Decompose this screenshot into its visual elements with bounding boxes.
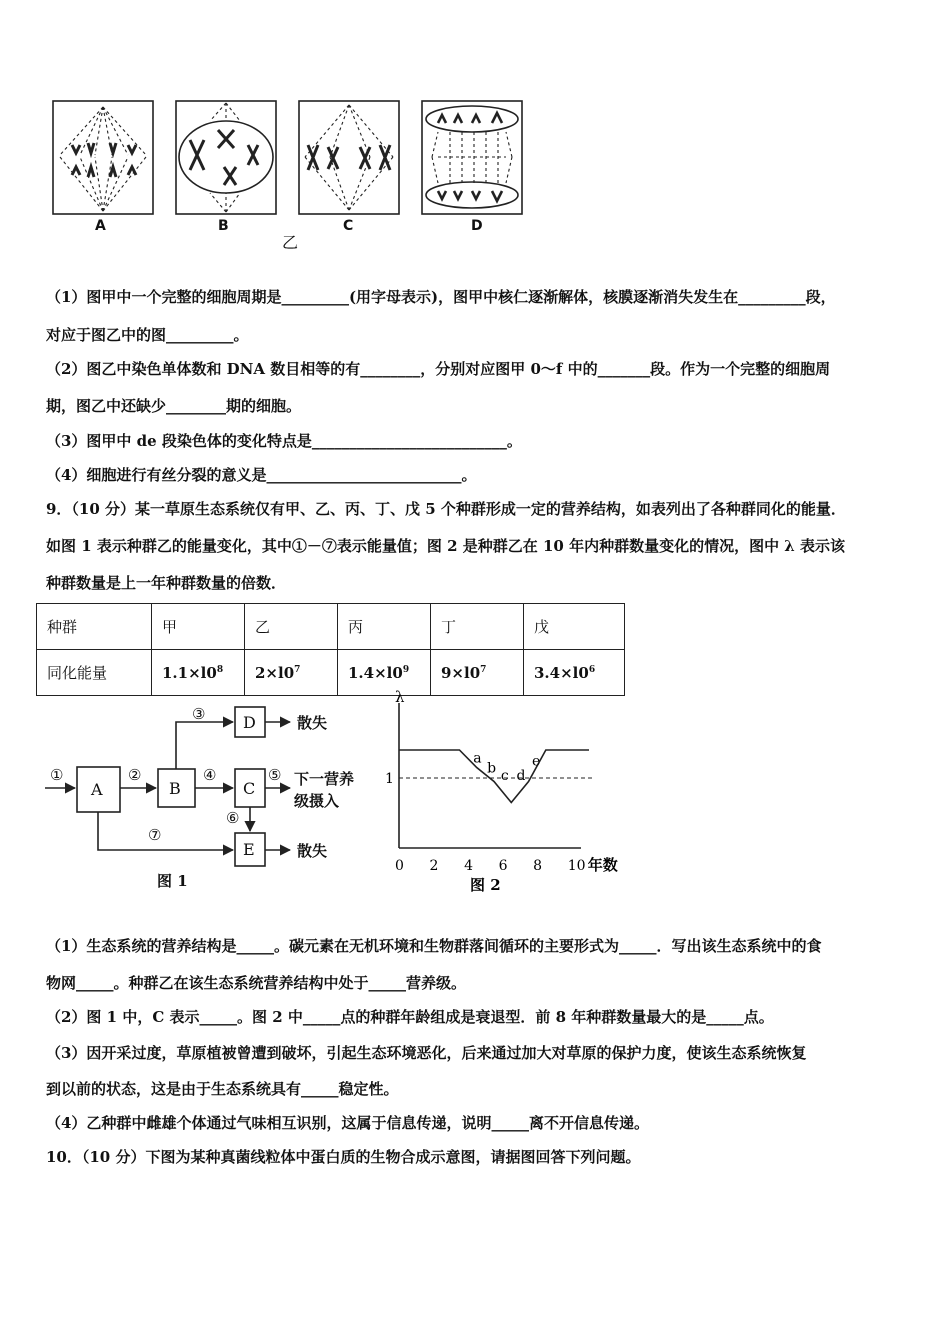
d-out-text: 散失 [297, 714, 328, 732]
table-cell: 丁 [431, 604, 524, 650]
node-e-label: E [243, 840, 255, 859]
table-cell: 戊 [524, 604, 625, 650]
x-tick-label: 8 [533, 858, 543, 874]
q8-line-5: （3）图甲中 de 段染色体的变化特点是__________________________。 [46, 432, 522, 450]
table-cell: $9\times l0^7$ [431, 650, 524, 696]
q8-line-6: （4）细胞进行有丝分裂的意义是__________________________。 [46, 466, 477, 484]
point-label-a: a [473, 750, 482, 767]
q9-sub-3b: 到以前的状态，这是由于生态系统具有_____稳定性。 [46, 1080, 399, 1098]
reference-line-label: 1 [385, 771, 394, 787]
panel-label-b: B [218, 218, 229, 234]
arrow-3 [176, 722, 233, 769]
q9-line-3: 种群数量是上一年种群数量的倍数． [46, 574, 287, 592]
y-axis-label: λ [395, 688, 405, 706]
q8-line-2: 对应于图乙中的图_________。 [46, 326, 249, 344]
table-cell: $2\times l0^7$ [245, 650, 338, 696]
e-out-text: 散失 [297, 842, 328, 860]
figure-1-energy-flow [40, 700, 380, 895]
q8-line-3: （2）图乙中染色单体数和 DNA 数目相等的有________，分别对应图甲 0～f 中的_______段。作为一个完整的细胞周 [46, 360, 831, 378]
cell-panel-b [176, 101, 276, 214]
q9-sub-1b: 物网_____。种群乙在该生态系统营养结构中处于_____营养级。 [46, 974, 467, 992]
node-b-label: B [169, 779, 181, 798]
node-c-label: C [243, 779, 256, 798]
q9-line-1: 9．（10 分）某一草原生态系统仅有甲、乙、丙、丁、戊 5 个种群形成一定的营养结构，如表列出了各种群同化的能量． [46, 500, 846, 518]
table-header-row [37, 604, 625, 650]
panel-label-d: D [471, 218, 483, 234]
x-tick-label: 6 [498, 858, 508, 874]
table-cell: 甲 [152, 604, 245, 650]
x-tick-label: 2 [429, 858, 439, 874]
q9-sub-2: （2）图 1 中，C 表示_____。图 2 中_____点的种群年龄组成是衰退型．前 8 年种群数量最大的是_____点。 [46, 1008, 774, 1026]
flow-number: ⑤ [268, 766, 282, 784]
x-axis-label: 年数 [587, 856, 618, 874]
point-label-e: e [532, 753, 541, 770]
table-cell: $3.4\times l0^6$ [524, 650, 625, 696]
panel-label-a: A [95, 218, 106, 234]
table-cell: 种群 [37, 604, 152, 650]
flow-number: ⑥ [226, 809, 240, 827]
cell-panel-d [422, 101, 522, 214]
q9-sub-4: （4）乙种群中雌雄个体通过气味相互识别，这属于信息传递，说明_____离不开信息传递。 [46, 1114, 649, 1132]
c-out-text-1: 下一营养 [294, 770, 355, 788]
energy-table [36, 603, 625, 696]
flow-number: ① [50, 766, 64, 784]
table-cell: 丙 [338, 604, 431, 650]
q9-sub-1: （1）生态系统的营养结构是_____。碳元素在无机环境和生物群落间循环的主要形式为_____．写出该生态系统中的食 [46, 937, 822, 955]
flow-number: ④ [203, 766, 217, 784]
table-cell: 乙 [245, 604, 338, 650]
arrow-7 [98, 812, 233, 850]
figure-2-caption: 图 2 [470, 876, 501, 894]
q10-line-1: 10．（10 分）下图为某种真菌线粒体中蛋白质的生物合成示意图，请据图回答下列问题。 [46, 1148, 641, 1166]
node-a-label: A [91, 780, 103, 799]
q8-line-1: （1）图甲中一个完整的细胞周期是_________(用字母表示)，图甲中核仁逐渐解体，核膜逐渐消失发生在_________段， [46, 288, 836, 306]
cell-panel-c [299, 101, 399, 214]
x-tick-label: 0 [395, 858, 404, 874]
figure-yi-caption: 乙 [282, 233, 299, 252]
flow-number: ③ [192, 705, 206, 723]
table-cell: $1.1\times l0^8$ [152, 650, 245, 696]
x-tick-label: 4 [464, 858, 474, 874]
point-label-d: d [516, 768, 526, 785]
figure-2-lambda-chart [370, 688, 618, 895]
flow-number: ② [128, 766, 142, 784]
q9-line-2: 如图 1 表示种群乙的能量变化，其中①－⑦表示能量值；图 2 是种群乙在 10 年内种群数量变化的情况，图中 λ 表示该 [46, 537, 846, 555]
panel-label-c: C [343, 218, 354, 234]
point-label-c: c [500, 768, 509, 785]
table-cell: 同化能量 [37, 650, 152, 696]
c-out-text-2: 级摄入 [294, 792, 340, 810]
figure-1-caption: 图 1 [157, 872, 188, 890]
node-d-label: D [243, 713, 256, 732]
q8-line-4: 期，图乙中还缺少________期的细胞。 [46, 397, 302, 415]
cell-panel-a [53, 101, 153, 214]
x-tick-label: 10 [567, 858, 586, 874]
table-cell: $1.4\times l0^9$ [338, 650, 431, 696]
flow-number: ⑦ [148, 826, 162, 844]
table-row [37, 650, 625, 696]
q9-sub-3: （3）因开采过度，草原植被曾遭到破坏，引起生态环境恶化，后来通过加大对草原的保护力度，使该生态系统恢复 [46, 1044, 807, 1062]
point-label-b: b [487, 760, 497, 777]
